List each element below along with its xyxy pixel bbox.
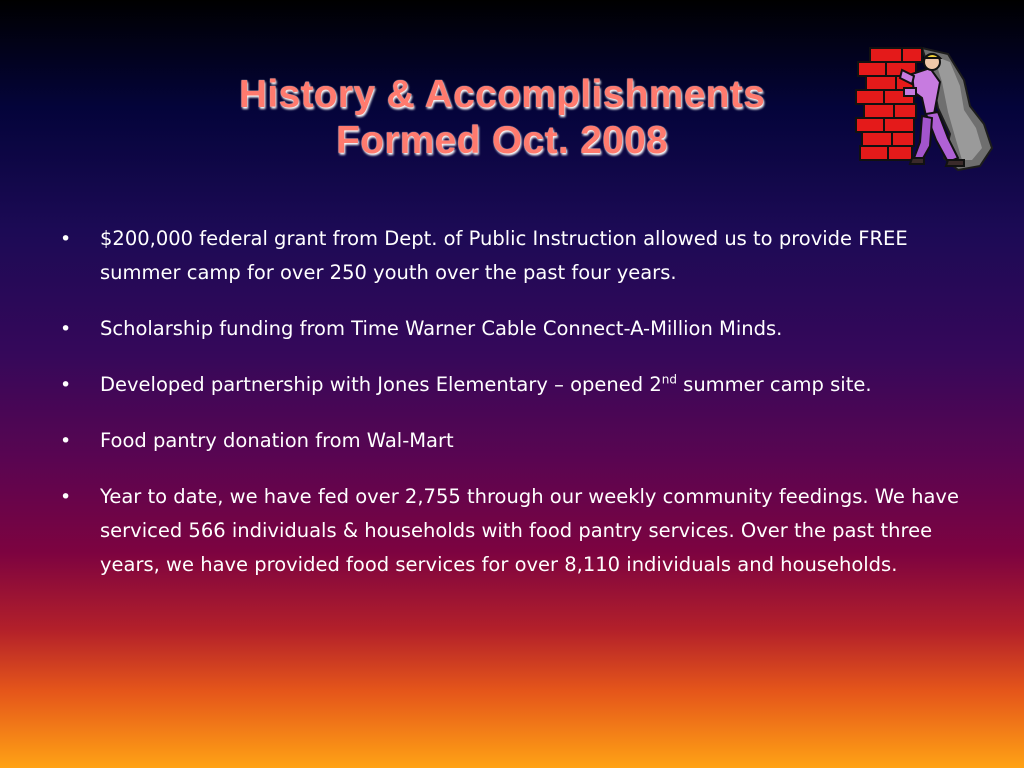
title-line-2: Formed Oct. 2008 [335, 119, 669, 162]
bullet-list [60, 222, 960, 604]
ordinal-superscript: nd [661, 372, 677, 387]
bullet-marker: • [60, 318, 72, 340]
list-item [60, 222, 960, 290]
title-line-1: History & Accomplishments [238, 73, 766, 116]
bullet-marker: • [60, 228, 72, 250]
bullet-marker: • [60, 374, 72, 396]
bullet-text: Food pantry donation from Wal-Mart [100, 429, 454, 452]
worker-pushing-brick-wall-icon [852, 42, 996, 172]
bullet-text-before: Developed partnership with Jones Elementary – opened 2 [100, 373, 662, 396]
bullet-marker: • [60, 430, 72, 452]
list-item [60, 424, 960, 458]
bullet-text: Year to date, we have fed over 2,755 through our weekly community feedings. We have serviced 566 individuals & households with food pantry services. Over the past three years, we have provided food services for over 8,110 individuals and households. [100, 485, 959, 576]
list-item [60, 312, 960, 346]
list-item [60, 368, 960, 402]
list-item [60, 480, 960, 582]
bullet-text: Scholarship funding from Time Warner Cable Connect-A-Million Minds. [100, 317, 783, 340]
bullet-text: $200,000 federal grant from Dept. of Public Instruction allowed us to provide FREE summer camp for over 250 youth over the past four years. [100, 227, 908, 284]
bullet-text-after: summer camp site. [676, 373, 872, 396]
bullet-marker: • [60, 486, 72, 508]
